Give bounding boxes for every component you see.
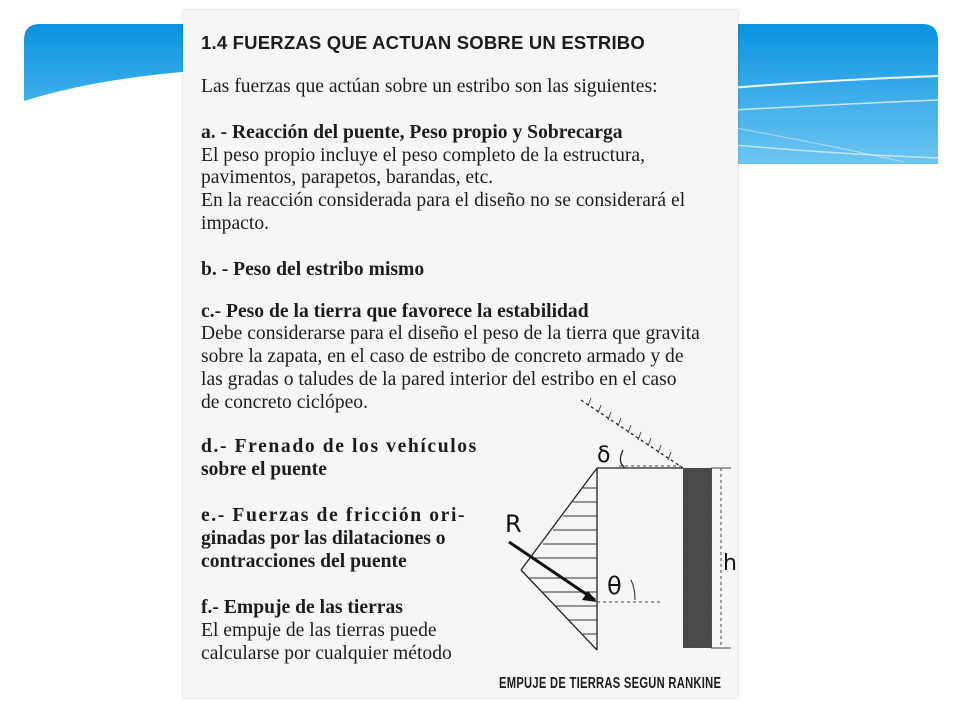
abutment-wall bbox=[683, 468, 712, 648]
theta-label: θ bbox=[607, 572, 622, 600]
section-a-line: El peso propio incluye el peso completo de la estructura, bbox=[201, 145, 645, 166]
section-a-line: En la reacción considerada para el diseño no se considerará el bbox=[201, 190, 686, 211]
section-d-title: d.- Frenado de los vehículos bbox=[201, 436, 478, 457]
resultant-label: R bbox=[505, 510, 522, 538]
section-f-title: f.- Empuje de las tierras bbox=[201, 597, 403, 618]
figure-caption: EMPUJE DE TIERRAS SEGUN RANKINE bbox=[499, 675, 722, 692]
pressure-triangle-edge bbox=[521, 468, 597, 570]
section-c-line: las gradas o taludes de la pared interior del estribo en el caso bbox=[201, 369, 677, 390]
section-a-line: impacto. bbox=[201, 213, 270, 234]
section-f-line: calcularse por cualquier método bbox=[201, 643, 452, 664]
rankine-diagram bbox=[183, 10, 738, 698]
height-label: h bbox=[723, 551, 737, 576]
scanned-document bbox=[183, 10, 738, 698]
section-c-title: c.- Peso de la tierra que favorece la estabilidad bbox=[201, 301, 589, 322]
section-c-line: sobre la zapata, en el caso de estribo de concreto armado y de bbox=[201, 346, 684, 367]
section-e-title: e.- Fuerzas de fricción ori- bbox=[201, 505, 467, 526]
section-c-line: Debe considerarse para el diseño el peso de la tierra que gravita bbox=[201, 323, 700, 344]
intro-text: Las fuerzas que actúan sobre un estribo son las siguientes: bbox=[201, 76, 658, 97]
delta-label: δ bbox=[597, 443, 611, 468]
section-e-line: contracciones del puente bbox=[201, 551, 407, 572]
section-e-line: ginadas por las dilataciones o bbox=[201, 528, 446, 549]
section-f-line: El empuje de las tierras puede bbox=[201, 620, 437, 641]
delta-angle-arc bbox=[620, 450, 625, 468]
page-title: 1.4 FUERZAS QUE ACTUAN SOBRE UN ESTRIBO bbox=[201, 32, 645, 53]
section-a-title: a. - Reacción del puente, Peso propio y Sobrecarga bbox=[201, 122, 623, 143]
section-b-title: b. - Peso del estribo mismo bbox=[201, 259, 425, 280]
section-c-line: de concreto ciclópeo. bbox=[201, 392, 369, 413]
section-d-line: sobre el puente bbox=[201, 459, 327, 480]
section-a-line: pavimentos, parapetos, barandas, etc. bbox=[201, 167, 494, 188]
